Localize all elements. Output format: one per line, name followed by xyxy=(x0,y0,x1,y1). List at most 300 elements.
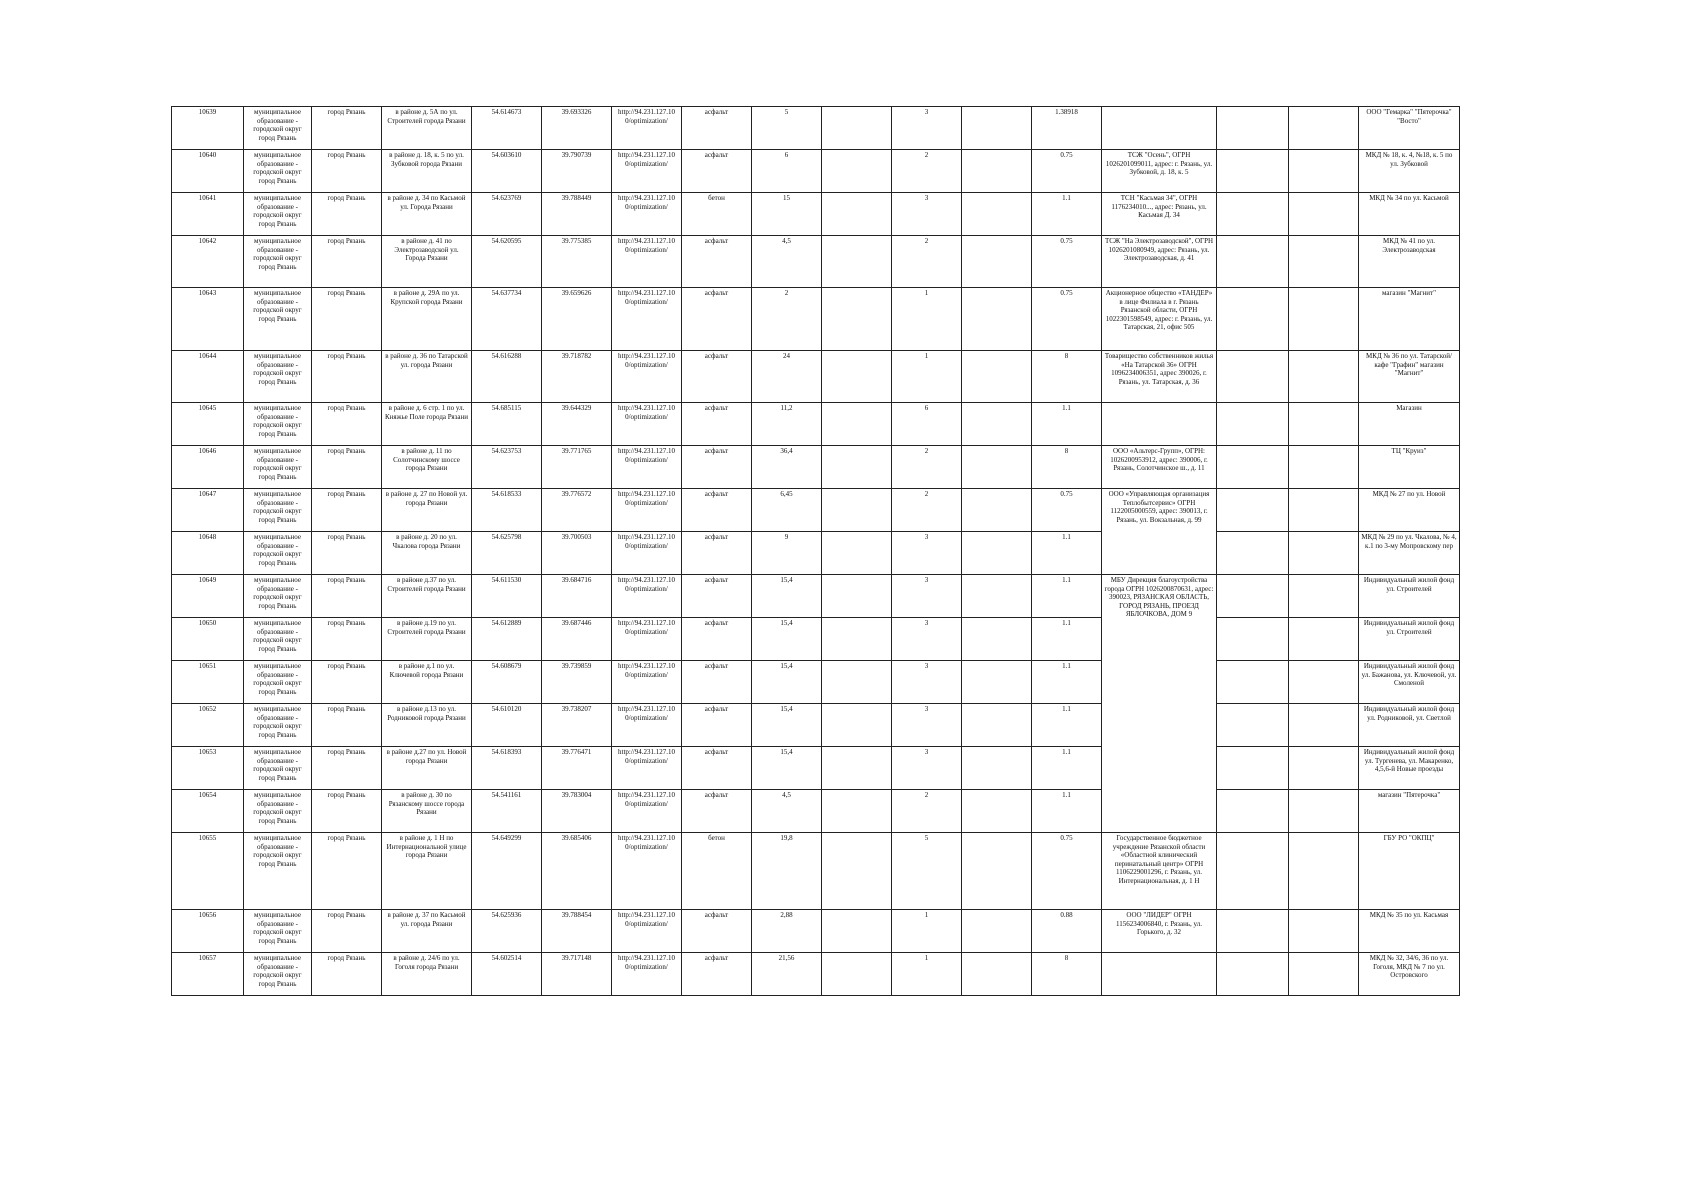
cell-municipality: муниципальное образование - городской округ город Рязань xyxy=(244,953,312,996)
cell-longitude: 39.788454 xyxy=(542,910,612,953)
cell-area: 6 xyxy=(752,150,822,193)
cell-latitude: 54.603610 xyxy=(472,150,542,193)
cell-surface: асфальт xyxy=(682,446,752,489)
cell-id: 10656 xyxy=(172,910,244,953)
cell-url: http://94.231.127.10 0/optimization/ xyxy=(612,351,682,403)
cell-address: в районе д. 24/6 по ул. Гоголя города Рязани xyxy=(382,953,472,996)
cell-area: 2 xyxy=(752,288,822,351)
cell-surface: асфальт xyxy=(682,910,752,953)
cell-waste-source: ГБУ РО "ОКПЦ" xyxy=(1359,833,1460,910)
cell-container-count: 3 xyxy=(892,704,962,747)
table-row xyxy=(172,403,1460,446)
cell-empty xyxy=(962,704,1032,747)
cell-surface: асфальт xyxy=(682,704,752,747)
cell-empty xyxy=(1217,575,1289,618)
cell-container-count: 3 xyxy=(892,193,962,236)
table-row xyxy=(172,910,1460,953)
cell-empty xyxy=(1217,403,1289,446)
table-row xyxy=(172,150,1460,193)
cell-surface: асфальт xyxy=(682,532,752,575)
cell-address: в районе д. 36 по Татарской ул. города Рязани xyxy=(382,351,472,403)
cell-city: город Рязань xyxy=(312,236,382,288)
cell-url: http://94.231.127.10 0/optimization/ xyxy=(612,107,682,150)
cell-area: 15,4 xyxy=(752,575,822,618)
table-row xyxy=(172,833,1460,910)
cell-empty xyxy=(1289,236,1359,288)
cell-container-count: 2 xyxy=(892,790,962,833)
cell-municipality: муниципальное образование - городской округ город Рязань xyxy=(244,790,312,833)
cell-municipality: муниципальное образование - городской округ город Рязань xyxy=(244,833,312,910)
cell-container-count: 3 xyxy=(892,532,962,575)
cell-city: город Рязань xyxy=(312,747,382,790)
cell-address: в районе д. 11 по Солотчинскому шоссе города Рязани xyxy=(382,446,472,489)
cell-empty xyxy=(1217,107,1289,150)
table-row xyxy=(172,446,1460,489)
cell-container-volume: 0.75 xyxy=(1032,236,1102,288)
cell-id: 10641 xyxy=(172,193,244,236)
cell-surface: асфальт xyxy=(682,489,752,532)
cell-city: город Рязань xyxy=(312,107,382,150)
cell-municipality: муниципальное образование - городской округ город Рязань xyxy=(244,532,312,575)
cell-url: http://94.231.127.10 0/optimization/ xyxy=(612,953,682,996)
cell-id: 10646 xyxy=(172,446,244,489)
cell-owner: ООО «Управляющая организация Теплобытсервис» ОГРН 1122005000559, адрес: 390013, г. Рязань, ул. Вокзальная, д. 99 xyxy=(1102,489,1217,575)
cell-url: http://94.231.127.10 0/optimization/ xyxy=(612,150,682,193)
cell-owner: Государственное бюджетное учреждение Рязанской области «Областной клинический перинатальный центр» ОГРН 1106229001296, г. Рязань, ул. Интернациональная, д. 1 Н xyxy=(1102,833,1217,910)
table-row xyxy=(172,953,1460,996)
cell-city: город Рязань xyxy=(312,704,382,747)
cell-empty xyxy=(962,953,1032,996)
cell-waste-source: МКД № 35 по ул. Касьмая xyxy=(1359,910,1460,953)
cell-owner: ТСН "Касьмая 34", ОГРН 1176234010..., адрес: Рязань, ул. Касьмая Д. 34 xyxy=(1102,193,1217,236)
table-row xyxy=(172,661,1460,704)
cell-container-count: 1 xyxy=(892,351,962,403)
cell-address: в районе д. 5А по ул. Строителей города Рязани xyxy=(382,107,472,150)
cell-id: 10642 xyxy=(172,236,244,288)
table-row xyxy=(172,351,1460,403)
cell-longitude: 39.644329 xyxy=(542,403,612,446)
cell-address: в районе д. 6 стр. 1 по ул. Княжье Поле города Рязани xyxy=(382,403,472,446)
cell-surface: асфальт xyxy=(682,351,752,403)
cell-empty xyxy=(822,193,892,236)
cell-longitude: 39.739859 xyxy=(542,661,612,704)
cell-address: в районе д.27 по ул. Новой города Рязани xyxy=(382,747,472,790)
cell-container-volume: 0.75 xyxy=(1032,150,1102,193)
cell-area: 5 xyxy=(752,107,822,150)
cell-empty xyxy=(1217,833,1289,910)
table-row xyxy=(172,747,1460,790)
cell-container-volume: 1.1 xyxy=(1032,532,1102,575)
cell-waste-source: МКД № 18, к. 4, №18, к. 5 по ул. Зубковой xyxy=(1359,150,1460,193)
cell-latitude: 54.625936 xyxy=(472,910,542,953)
cell-id: 10652 xyxy=(172,704,244,747)
cell-latitude: 54.614673 xyxy=(472,107,542,150)
cell-municipality: муниципальное образование - городской округ город Рязань xyxy=(244,150,312,193)
cell-longitude: 39.771765 xyxy=(542,446,612,489)
cell-id: 10653 xyxy=(172,747,244,790)
cell-empty xyxy=(1217,704,1289,747)
cell-municipality: муниципальное образование - городской округ город Рязань xyxy=(244,704,312,747)
cell-city: город Рязань xyxy=(312,833,382,910)
cell-municipality: муниципальное образование - городской округ город Рязань xyxy=(244,351,312,403)
cell-latitude: 54.623769 xyxy=(472,193,542,236)
cell-owner: ТСЖ "На Электрозаводской", ОГРН 1026201080949, адрес: Рязань, ул. Электрозаводская, д. 41 xyxy=(1102,236,1217,288)
cell-container-volume: 8 xyxy=(1032,351,1102,403)
cell-latitude: 54.685115 xyxy=(472,403,542,446)
cell-latitude: 54.610120 xyxy=(472,704,542,747)
cell-empty xyxy=(1217,489,1289,532)
cell-empty xyxy=(822,910,892,953)
cell-empty xyxy=(962,618,1032,661)
cell-latitude: 54.541161 xyxy=(472,790,542,833)
cell-id: 10649 xyxy=(172,575,244,618)
registry-sheet xyxy=(171,106,1459,996)
cell-url: http://94.231.127.10 0/optimization/ xyxy=(612,618,682,661)
cell-latitude: 54.618393 xyxy=(472,747,542,790)
cell-url: http://94.231.127.10 0/optimization/ xyxy=(612,790,682,833)
cell-waste-source: ООО "Гемарка" "Пятерочка" "Восто" xyxy=(1359,107,1460,150)
cell-municipality: муниципальное образование - городской округ город Рязань xyxy=(244,193,312,236)
cell-container-count: 1 xyxy=(892,953,962,996)
cell-empty xyxy=(962,661,1032,704)
cell-longitude: 39.693326 xyxy=(542,107,612,150)
cell-latitude: 54.620595 xyxy=(472,236,542,288)
cell-empty xyxy=(1217,288,1289,351)
cell-empty xyxy=(1217,747,1289,790)
cell-empty xyxy=(962,351,1032,403)
cell-empty xyxy=(822,288,892,351)
cell-latitude: 54.616288 xyxy=(472,351,542,403)
cell-container-count: 3 xyxy=(892,575,962,618)
cell-empty xyxy=(822,618,892,661)
cell-city: город Рязань xyxy=(312,532,382,575)
cell-container-count: 3 xyxy=(892,107,962,150)
cell-longitude: 39.790739 xyxy=(542,150,612,193)
cell-area: 21,56 xyxy=(752,953,822,996)
cell-surface: асфальт xyxy=(682,150,752,193)
cell-municipality: муниципальное образование - городской округ город Рязань xyxy=(244,661,312,704)
cell-empty xyxy=(962,489,1032,532)
cell-empty xyxy=(1289,790,1359,833)
cell-empty xyxy=(822,575,892,618)
cell-address: в районе д.13 по ул. Родниковой города Рязани xyxy=(382,704,472,747)
cell-latitude: 54.611530 xyxy=(472,575,542,618)
table-row xyxy=(172,107,1460,150)
cell-address: в районе д. 30 по Рязанскому шоссе города Рязани xyxy=(382,790,472,833)
cell-address: в районе д. 1 Н по Интернациональной улице города Рязани xyxy=(382,833,472,910)
cell-city: город Рязань xyxy=(312,618,382,661)
cell-area: 6,45 xyxy=(752,489,822,532)
cell-address: в районе д. 29А по ул. Крупской города Рязани xyxy=(382,288,472,351)
cell-owner: ООО «Альтерс-Групп», ОГРН: 1026200953912, адрес: 390006, г. Рязань, Солотчинское ш., д. 11 xyxy=(1102,446,1217,489)
table-row xyxy=(172,575,1460,618)
cell-empty xyxy=(1217,910,1289,953)
table-row xyxy=(172,193,1460,236)
cell-waste-source: ТЦ "Круиз" xyxy=(1359,446,1460,489)
cell-container-count: 3 xyxy=(892,661,962,704)
cell-surface: асфальт xyxy=(682,790,752,833)
cell-city: город Рязань xyxy=(312,790,382,833)
cell-container-volume: 1.1 xyxy=(1032,618,1102,661)
cell-empty xyxy=(1289,489,1359,532)
cell-waste-source: МКД № 29 по ул. Чкалова, № 4, к.1 по 3-му Мопровскому пер xyxy=(1359,532,1460,575)
cell-area: 24 xyxy=(752,351,822,403)
cell-id: 10655 xyxy=(172,833,244,910)
table-row xyxy=(172,288,1460,351)
cell-surface: асфальт xyxy=(682,618,752,661)
table-row xyxy=(172,618,1460,661)
cell-id: 10650 xyxy=(172,618,244,661)
cell-empty xyxy=(1289,446,1359,489)
cell-area: 19,8 xyxy=(752,833,822,910)
cell-address: в районе д.19 по ул. Строителей города Рязани xyxy=(382,618,472,661)
cell-empty xyxy=(1289,704,1359,747)
cell-empty xyxy=(1289,618,1359,661)
cell-container-volume: 1.1 xyxy=(1032,403,1102,446)
cell-city: город Рязань xyxy=(312,575,382,618)
cell-empty xyxy=(1217,618,1289,661)
cell-id: 10640 xyxy=(172,150,244,193)
cell-url: http://94.231.127.10 0/optimization/ xyxy=(612,661,682,704)
cell-url: http://94.231.127.10 0/optimization/ xyxy=(612,236,682,288)
cell-empty xyxy=(822,833,892,910)
cell-empty xyxy=(1217,532,1289,575)
cell-empty xyxy=(1289,150,1359,193)
cell-longitude: 39.738207 xyxy=(542,704,612,747)
cell-empty xyxy=(822,661,892,704)
cell-surface: асфальт xyxy=(682,661,752,704)
cell-container-volume: 0.75 xyxy=(1032,489,1102,532)
cell-municipality: муниципальное образование - городской округ город Рязань xyxy=(244,446,312,489)
cell-city: город Рязань xyxy=(312,403,382,446)
cell-container-volume: 1.1 xyxy=(1032,704,1102,747)
cell-waste-source: МКД № 34 по ул. Касьмой xyxy=(1359,193,1460,236)
cell-city: город Рязань xyxy=(312,661,382,704)
cell-empty xyxy=(822,446,892,489)
cell-owner xyxy=(1102,107,1217,150)
cell-waste-source: магазин "Магнит" xyxy=(1359,288,1460,351)
cell-url: http://94.231.127.10 0/optimization/ xyxy=(612,489,682,532)
cell-empty xyxy=(962,150,1032,193)
cell-empty xyxy=(1289,351,1359,403)
cell-latitude: 54.612889 xyxy=(472,618,542,661)
cell-owner: Акционерное общество «ТАНДЕР» в лице Филиала в г. Рязань Рязанской области, ОГРН 1022301598549, адрес: г. Рязань, ул. Татарская, 21, офис 505 xyxy=(1102,288,1217,351)
cell-empty xyxy=(1289,107,1359,150)
cell-container-volume: 0.75 xyxy=(1032,833,1102,910)
cell-empty xyxy=(1289,193,1359,236)
cell-empty xyxy=(1289,953,1359,996)
cell-empty xyxy=(1289,747,1359,790)
cell-empty xyxy=(1217,790,1289,833)
cell-latitude: 54.618533 xyxy=(472,489,542,532)
cell-waste-source: Индивидуальный жилой фонд ул. Бажанова, ул. Ключевой, ул. Смоленой xyxy=(1359,661,1460,704)
cell-id: 10647 xyxy=(172,489,244,532)
cell-municipality: муниципальное образование - городской округ город Рязань xyxy=(244,489,312,532)
cell-longitude: 39.776572 xyxy=(542,489,612,532)
table-body xyxy=(172,107,1460,996)
cell-empty xyxy=(1217,446,1289,489)
cell-empty xyxy=(1217,953,1289,996)
cell-empty xyxy=(1289,833,1359,910)
cell-empty xyxy=(822,489,892,532)
cell-longitude: 39.659626 xyxy=(542,288,612,351)
cell-address: в районе д. 27 по Новой ул. города Рязани xyxy=(382,489,472,532)
cell-owner: МБУ Дирекция благоустройства города ОГРН 1026200870631, адрес: 390023, РЯЗАНСКАЯ ОБЛАСТЬ, ГОРОД РЯЗАНЬ, ПРОЕЗД ЯБЛОЧКОВА, ДОМ 9 xyxy=(1102,575,1217,833)
cell-municipality: муниципальное образование - городской округ город Рязань xyxy=(244,236,312,288)
cell-empty xyxy=(822,236,892,288)
cell-municipality: муниципальное образование - городской округ город Рязань xyxy=(244,107,312,150)
cell-waste-source: магазин "Пятерочка" xyxy=(1359,790,1460,833)
cell-latitude: 54.608679 xyxy=(472,661,542,704)
cell-empty xyxy=(1289,403,1359,446)
cell-area: 2,88 xyxy=(752,910,822,953)
cell-address: в районе д. 34 по Касьмой ул. Города Рязани xyxy=(382,193,472,236)
cell-owner xyxy=(1102,953,1217,996)
waste-sites-table xyxy=(171,106,1460,996)
cell-latitude: 54.623753 xyxy=(472,446,542,489)
cell-latitude: 54.637734 xyxy=(472,288,542,351)
table-row xyxy=(172,704,1460,747)
cell-waste-source: МКД № 32, 34/6, 36 по ул. Гоголя, МКД № 7 по ул. Островского xyxy=(1359,953,1460,996)
cell-url: http://94.231.127.10 0/optimization/ xyxy=(612,193,682,236)
cell-url: http://94.231.127.10 0/optimization/ xyxy=(612,575,682,618)
cell-empty xyxy=(1289,661,1359,704)
cell-city: город Рязань xyxy=(312,953,382,996)
cell-city: город Рязань xyxy=(312,193,382,236)
cell-surface: асфальт xyxy=(682,236,752,288)
cell-longitude: 39.788449 xyxy=(542,193,612,236)
table-row xyxy=(172,236,1460,288)
cell-municipality: муниципальное образование - городской округ город Рязань xyxy=(244,288,312,351)
cell-area: 9 xyxy=(752,532,822,575)
cell-empty xyxy=(822,150,892,193)
cell-waste-source: Индивидуальный жилой фонд ул. Родниковой, ул. Светлой xyxy=(1359,704,1460,747)
cell-empty xyxy=(962,575,1032,618)
table-row xyxy=(172,790,1460,833)
cell-longitude: 39.717148 xyxy=(542,953,612,996)
cell-waste-source: МКД № 36 по ул. Татарской/ кафе "Графин" магазин "Магнит" xyxy=(1359,351,1460,403)
cell-container-count: 1 xyxy=(892,910,962,953)
cell-longitude: 39.684716 xyxy=(542,575,612,618)
cell-waste-source: МКД № 41 по ул. Электрозаводская xyxy=(1359,236,1460,288)
cell-empty xyxy=(962,446,1032,489)
cell-container-count: 2 xyxy=(892,446,962,489)
cell-empty xyxy=(1289,532,1359,575)
cell-empty xyxy=(1289,575,1359,618)
cell-area: 4,5 xyxy=(752,790,822,833)
cell-address: в районе д. 18, к. 5 по ул. Зубковой города Рязани xyxy=(382,150,472,193)
cell-municipality: муниципальное образование - городской округ город Рязань xyxy=(244,575,312,618)
cell-city: город Рязань xyxy=(312,489,382,532)
cell-address: в районе д.1 по ул. Ключевой города Рязани xyxy=(382,661,472,704)
cell-empty xyxy=(962,403,1032,446)
cell-area: 4,5 xyxy=(752,236,822,288)
cell-empty xyxy=(962,288,1032,351)
cell-surface: асфальт xyxy=(682,403,752,446)
cell-empty xyxy=(962,790,1032,833)
cell-empty xyxy=(822,790,892,833)
cell-id: 10645 xyxy=(172,403,244,446)
cell-empty xyxy=(1289,288,1359,351)
cell-container-count: 3 xyxy=(892,618,962,661)
cell-id: 10643 xyxy=(172,288,244,351)
cell-waste-source: Магазин xyxy=(1359,403,1460,446)
cell-url: http://94.231.127.10 0/optimization/ xyxy=(612,704,682,747)
cell-empty xyxy=(1217,150,1289,193)
cell-empty xyxy=(1289,910,1359,953)
cell-empty xyxy=(962,833,1032,910)
cell-container-count: 2 xyxy=(892,150,962,193)
cell-longitude: 39.775385 xyxy=(542,236,612,288)
cell-url: http://94.231.127.10 0/optimization/ xyxy=(612,403,682,446)
cell-longitude: 39.687446 xyxy=(542,618,612,661)
cell-area: 15,4 xyxy=(752,704,822,747)
cell-municipality: муниципальное образование - городской округ город Рязань xyxy=(244,403,312,446)
cell-empty xyxy=(962,910,1032,953)
cell-container-count: 3 xyxy=(892,747,962,790)
cell-surface: бетон xyxy=(682,833,752,910)
cell-empty xyxy=(962,747,1032,790)
cell-owner xyxy=(1102,403,1217,446)
cell-empty xyxy=(962,107,1032,150)
cell-surface: асфальт xyxy=(682,575,752,618)
table-row xyxy=(172,532,1460,575)
cell-empty xyxy=(822,403,892,446)
cell-area: 15 xyxy=(752,193,822,236)
cell-container-volume: 1.1 xyxy=(1032,575,1102,618)
cell-surface: асфальт xyxy=(682,107,752,150)
cell-id: 10651 xyxy=(172,661,244,704)
cell-waste-source: Индивидуальный жилой фонд ул. Строителей xyxy=(1359,575,1460,618)
cell-empty xyxy=(822,747,892,790)
cell-container-count: 6 xyxy=(892,403,962,446)
cell-empty xyxy=(1217,236,1289,288)
cell-city: город Рязань xyxy=(312,910,382,953)
cell-container-volume: 1.1 xyxy=(1032,193,1102,236)
cell-longitude: 39.700503 xyxy=(542,532,612,575)
cell-container-volume: 0.88 xyxy=(1032,910,1102,953)
cell-container-count: 2 xyxy=(892,489,962,532)
cell-area: 36,4 xyxy=(752,446,822,489)
cell-empty xyxy=(962,193,1032,236)
cell-longitude: 39.685406 xyxy=(542,833,612,910)
cell-url: http://94.231.127.10 0/optimization/ xyxy=(612,288,682,351)
cell-surface: бетон xyxy=(682,193,752,236)
cell-address: в районе д. 20 по ул. Чкалова города Рязани xyxy=(382,532,472,575)
cell-url: http://94.231.127.10 0/optimization/ xyxy=(612,833,682,910)
cell-url: http://94.231.127.10 0/optimization/ xyxy=(612,532,682,575)
cell-container-count: 1 xyxy=(892,288,962,351)
cell-empty xyxy=(962,532,1032,575)
cell-owner: Товарищество собственников жилья «На Татарской 36» ОГРН 1096234006351, адрес 390026, г. Рязань, ул. Татарская, д. 36 xyxy=(1102,351,1217,403)
cell-id: 10644 xyxy=(172,351,244,403)
cell-waste-source: Индивидуальный жилой фонд ул. Тургенева, ул. Макаренко, 4,5,6-й Новые проезды xyxy=(1359,747,1460,790)
cell-container-volume: 0.75 xyxy=(1032,288,1102,351)
cell-empty xyxy=(1217,193,1289,236)
cell-owner: ООО "ЛИДЕР" ОГРН 1156234006840, г. Рязань, ул. Горького, д. 32 xyxy=(1102,910,1217,953)
cell-address: в районе д.37 по ул. Строителей города Рязани xyxy=(382,575,472,618)
cell-empty xyxy=(822,351,892,403)
cell-area: 11,2 xyxy=(752,403,822,446)
cell-waste-source: Индивидуальный жилой фонд ул. Строителей xyxy=(1359,618,1460,661)
cell-longitude: 39.783004 xyxy=(542,790,612,833)
cell-municipality: муниципальное образование - городской округ город Рязань xyxy=(244,747,312,790)
cell-latitude: 54.649299 xyxy=(472,833,542,910)
cell-empty xyxy=(822,953,892,996)
cell-empty xyxy=(962,236,1032,288)
cell-city: город Рязань xyxy=(312,351,382,403)
cell-container-volume: 8 xyxy=(1032,953,1102,996)
